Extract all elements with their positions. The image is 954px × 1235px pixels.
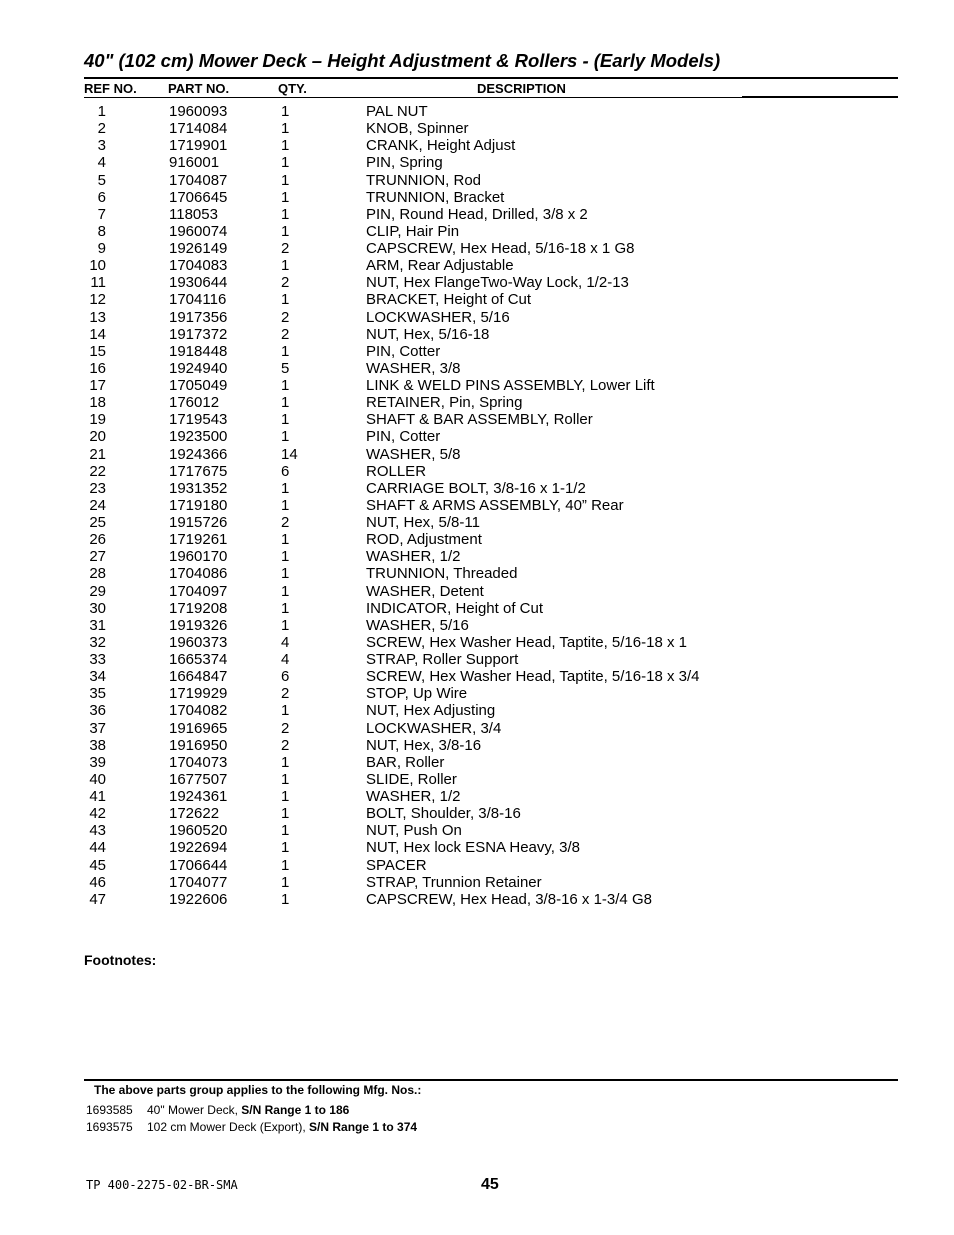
quantity: 1 xyxy=(281,154,290,172)
table-row xyxy=(84,514,898,531)
ref-number: 15 xyxy=(89,342,106,360)
col-header-part: PART NO. xyxy=(168,81,230,96)
table-row xyxy=(84,274,898,291)
part-number: 1926149 xyxy=(169,240,228,257)
part-number: 1931352 xyxy=(169,479,228,497)
ref-number: 47 xyxy=(89,890,106,908)
description: CLIP, Hair Pin xyxy=(366,222,460,240)
page-title: 40" (102 cm) Mower Deck – Height Adjustment & Rollers - (Early Models) xyxy=(84,50,721,71)
table-row xyxy=(84,291,898,308)
description: SCREW, Hex Washer Head, Taptite, 5/16-18 x 1 xyxy=(366,633,687,651)
ref-number: 41 xyxy=(89,788,106,805)
ref-number: 9 xyxy=(97,240,106,257)
part-number: 1960520 xyxy=(169,822,228,840)
part-number: 176012 xyxy=(169,394,220,412)
quantity: 1 xyxy=(281,565,290,583)
table-row xyxy=(84,839,898,856)
ref-number: 3 xyxy=(97,137,106,155)
col-header-ref: REF NO. xyxy=(84,81,137,96)
quantity: 1 xyxy=(281,257,290,275)
description: NUT, Hex lock ESNA Heavy, 3/8 xyxy=(366,839,580,857)
ref-number: 32 xyxy=(89,633,106,651)
part-number: 1706644 xyxy=(169,856,228,874)
quantity: 2 xyxy=(281,325,290,343)
footer-divider xyxy=(84,1079,898,1081)
description: WASHER, 1/2 xyxy=(366,548,461,566)
table-row xyxy=(84,480,898,497)
table-row xyxy=(84,720,898,737)
part-number: 1719929 xyxy=(169,685,228,703)
table-row xyxy=(84,497,898,514)
quantity: 4 xyxy=(281,651,290,668)
part-number: 172622 xyxy=(169,805,220,823)
table-row xyxy=(84,360,898,377)
quantity: 1 xyxy=(281,428,290,446)
description: SHAFT & ARMS ASSEMBLY, 40” Rear xyxy=(366,496,624,514)
quantity: 2 xyxy=(281,514,290,531)
quantity: 1 xyxy=(281,188,290,206)
part-number: 1704087 xyxy=(169,171,228,189)
ref-number: 29 xyxy=(89,582,106,600)
ref-number: 36 xyxy=(89,702,106,720)
part-number: 1960170 xyxy=(169,548,228,566)
title-divider xyxy=(84,77,898,79)
table-row xyxy=(84,154,898,171)
quantity: 1 xyxy=(281,531,290,549)
ref-number: 37 xyxy=(89,719,106,737)
ref-number: 44 xyxy=(89,839,106,857)
mfg-number: 1693585 xyxy=(86,1103,133,1117)
mfg-row xyxy=(86,1120,417,1134)
part-number: 1705049 xyxy=(169,377,228,394)
page-number: 45 xyxy=(481,1176,499,1193)
quantity: 1 xyxy=(281,548,290,566)
table-row xyxy=(84,428,898,445)
description: NUT, Hex Adjusting xyxy=(366,702,496,720)
description: NUT, Hex, 5/16-18 xyxy=(366,325,490,343)
table-row xyxy=(84,394,898,411)
ref-number: 20 xyxy=(89,428,106,446)
quantity: 1 xyxy=(281,788,290,805)
description: LINK & WELD PINS ASSEMBLY, Lower Lift xyxy=(366,377,655,394)
ref-number: 8 xyxy=(97,222,106,240)
description: PIN, Round Head, Drilled, 3/8 x 2 xyxy=(366,205,588,223)
description: SLIDE, Roller xyxy=(366,770,457,788)
quantity: 1 xyxy=(281,822,290,840)
table-row xyxy=(84,223,898,240)
part-number: 1704073 xyxy=(169,753,228,771)
ref-number: 43 xyxy=(89,822,106,840)
quantity: 14 xyxy=(281,445,298,463)
mfg-serial-range: S/N Range 1 to 186 xyxy=(241,1103,350,1117)
part-number: 1704082 xyxy=(169,702,228,720)
ref-number: 23 xyxy=(89,479,106,497)
description: LOCKWASHER, 3/4 xyxy=(366,719,502,737)
part-number: 1917372 xyxy=(169,325,228,343)
part-number: 916001 xyxy=(169,154,220,172)
quantity: 2 xyxy=(281,685,290,703)
ref-number: 33 xyxy=(89,651,106,668)
part-number: 1960074 xyxy=(169,222,228,240)
quantity: 1 xyxy=(281,103,290,120)
table-row xyxy=(84,805,898,822)
description: PIN, Cotter xyxy=(366,342,441,360)
ref-number: 12 xyxy=(89,291,106,309)
table-row xyxy=(84,309,898,326)
ref-number: 45 xyxy=(89,856,106,874)
description: RETAINER, Pin, Spring xyxy=(366,394,523,412)
quantity: 1 xyxy=(281,205,290,223)
description: CAPSCREW, Hex Head, 3/8-16 x 1-3/4 G8 xyxy=(366,890,652,908)
quantity: 1 xyxy=(281,856,290,874)
header-divider xyxy=(84,97,898,98)
table-row xyxy=(84,891,898,908)
part-number: 1922606 xyxy=(169,890,228,908)
ref-number: 39 xyxy=(89,753,106,771)
ref-number: 16 xyxy=(89,359,106,377)
quantity: 1 xyxy=(281,377,290,394)
mfg-number: 1693575 xyxy=(86,1120,133,1134)
ref-number: 6 xyxy=(97,188,106,206)
quantity: 1 xyxy=(281,394,290,412)
ref-number: 35 xyxy=(89,685,106,703)
quantity: 1 xyxy=(281,702,290,720)
part-number: 1919326 xyxy=(169,616,228,634)
ref-number: 13 xyxy=(89,308,106,326)
description: NUT, Hex FlangeTwo-Way Lock, 1/2-13 xyxy=(366,274,629,292)
part-number: 1960093 xyxy=(169,103,228,120)
part-number: 1719261 xyxy=(169,531,228,549)
quantity: 1 xyxy=(281,599,290,617)
table-row xyxy=(84,172,898,189)
part-number: 1918448 xyxy=(169,342,228,360)
footnotes-label: Footnotes: xyxy=(84,952,157,968)
ref-number: 30 xyxy=(89,599,106,617)
quantity: 1 xyxy=(281,873,290,891)
part-number: 1665374 xyxy=(169,651,228,668)
ref-number: 17 xyxy=(89,377,106,394)
quantity: 1 xyxy=(281,616,290,634)
description: SPACER xyxy=(366,856,427,874)
description: TRUNNION, Rod xyxy=(366,171,482,189)
description: INDICATOR, Height of Cut xyxy=(366,599,543,617)
description: ROLLER xyxy=(366,462,427,480)
table-row xyxy=(84,822,898,839)
mfg-row xyxy=(86,1103,349,1117)
ref-number: 14 xyxy=(89,325,106,343)
table-row xyxy=(84,583,898,600)
quantity: 2 xyxy=(281,719,290,737)
ref-number: 42 xyxy=(89,805,106,823)
description: WASHER, Detent xyxy=(366,582,484,600)
part-number: 1704086 xyxy=(169,565,228,583)
quantity: 1 xyxy=(281,411,290,429)
description: WASHER, 5/16 xyxy=(366,616,469,634)
part-number: 1719901 xyxy=(169,137,228,155)
quantity: 1 xyxy=(281,770,290,788)
part-number: 1704097 xyxy=(169,582,228,600)
table-row xyxy=(84,702,898,719)
part-number: 1719180 xyxy=(169,496,228,514)
part-number: 118053 xyxy=(169,205,218,223)
quantity: 1 xyxy=(281,171,290,189)
ref-number: 38 xyxy=(89,736,106,754)
mfg-serial-range: S/N Range 1 to 374 xyxy=(309,1120,418,1134)
part-number: 1704116 xyxy=(169,291,227,309)
quantity: 1 xyxy=(281,496,290,514)
table-row xyxy=(84,651,898,668)
table-row xyxy=(84,634,898,651)
applies-text: The above parts group applies to the following Mfg. Nos.: xyxy=(94,1083,422,1097)
ref-number: 26 xyxy=(89,531,106,549)
part-number: 1714084 xyxy=(169,120,228,138)
header-divider-accent xyxy=(742,96,898,97)
description: CAPSCREW, Hex Head, 5/16-18 x 1 G8 xyxy=(366,240,635,257)
quantity: 2 xyxy=(281,240,290,257)
ref-number: 21 xyxy=(89,445,106,463)
table-row xyxy=(84,548,898,565)
part-number: 1717675 xyxy=(169,462,228,480)
ref-number: 7 xyxy=(97,205,106,223)
ref-number: 28 xyxy=(89,565,106,583)
description: SHAFT & BAR ASSEMBLY, Roller xyxy=(366,411,593,429)
ref-number: 5 xyxy=(97,171,106,189)
quantity: 1 xyxy=(281,479,290,497)
description: STRAP, Trunnion Retainer xyxy=(366,873,542,891)
ref-number: 27 xyxy=(89,548,106,566)
ref-number: 4 xyxy=(97,154,106,172)
document-number: TP 400-2275-02-BR-SMA xyxy=(86,1178,238,1192)
table-row xyxy=(84,874,898,891)
table-row xyxy=(84,668,898,685)
description: WASHER, 1/2 xyxy=(366,788,461,805)
quantity: 4 xyxy=(281,633,290,651)
description: WASHER, 3/8 xyxy=(366,359,461,377)
quantity: 1 xyxy=(281,839,290,857)
part-number: 1719543 xyxy=(169,411,228,429)
table-row xyxy=(84,240,898,257)
part-number: 1916950 xyxy=(169,736,228,754)
ref-number: 2 xyxy=(97,120,106,138)
table-row xyxy=(84,600,898,617)
description: WASHER, 5/8 xyxy=(366,445,461,463)
description: KNOB, Spinner xyxy=(366,120,469,138)
description: PAL NUT xyxy=(366,103,428,120)
table-row xyxy=(84,326,898,343)
part-number: 1923500 xyxy=(169,428,228,446)
table-row xyxy=(84,857,898,874)
ref-number: 18 xyxy=(89,394,106,412)
part-number: 1916965 xyxy=(169,719,228,737)
quantity: 6 xyxy=(281,462,290,480)
table-row xyxy=(84,788,898,805)
description: BRACKET, Height of Cut xyxy=(366,291,532,309)
parts-table xyxy=(84,103,898,908)
quantity: 5 xyxy=(281,359,290,377)
part-number: 1924366 xyxy=(169,445,228,463)
part-number: 1930644 xyxy=(169,274,228,292)
description: STOP, Up Wire xyxy=(366,685,468,703)
quantity: 1 xyxy=(281,291,290,309)
description: LOCKWASHER, 5/16 xyxy=(366,308,510,326)
description: PIN, Cotter xyxy=(366,428,441,446)
ref-number: 31 xyxy=(89,616,106,634)
table-row xyxy=(84,531,898,548)
quantity: 2 xyxy=(281,274,290,292)
description: ROD, Adjustment xyxy=(366,531,482,549)
quantity: 1 xyxy=(281,222,290,240)
ref-number: 40 xyxy=(89,770,106,788)
ref-number: 11 xyxy=(90,274,106,292)
quantity: 6 xyxy=(281,668,290,686)
description: TRUNNION, Bracket xyxy=(366,188,505,206)
description: NUT, Hex, 3/8-16 xyxy=(366,736,482,754)
description: NUT, Push On xyxy=(366,822,462,840)
table-row xyxy=(84,103,898,120)
part-number: 1922694 xyxy=(169,839,228,857)
quantity: 2 xyxy=(281,736,290,754)
part-number: 1960373 xyxy=(169,633,228,651)
quantity: 1 xyxy=(281,890,290,908)
table-row xyxy=(84,463,898,480)
table-row xyxy=(84,617,898,634)
description: SCREW, Hex Washer Head, Taptite, 5/16-18 x 3/4 xyxy=(366,668,700,686)
part-number: 1915726 xyxy=(169,514,228,531)
table-row xyxy=(84,189,898,206)
part-number: 1664847 xyxy=(169,668,228,686)
part-number: 1704083 xyxy=(169,257,228,275)
col-header-qty: QTY. xyxy=(278,81,307,96)
description: TRUNNION, Threaded xyxy=(366,565,518,583)
part-number: 1677507 xyxy=(169,770,228,788)
description: BAR, Roller xyxy=(366,753,445,771)
mfg-description: 40" Mower Deck, xyxy=(147,1103,242,1117)
table-row xyxy=(84,120,898,137)
part-number: 1704077 xyxy=(169,873,228,891)
table-row xyxy=(84,754,898,771)
table-row xyxy=(84,737,898,754)
quantity: 1 xyxy=(281,582,290,600)
table-row xyxy=(84,206,898,223)
part-number: 1719208 xyxy=(169,599,228,617)
table-row xyxy=(84,411,898,428)
quantity: 1 xyxy=(281,120,290,138)
ref-number: 46 xyxy=(89,873,106,891)
table-row xyxy=(84,257,898,274)
ref-number: 1 xyxy=(97,103,106,120)
ref-number: 34 xyxy=(89,668,106,686)
table-row xyxy=(84,565,898,582)
quantity: 1 xyxy=(281,753,290,771)
ref-number: 22 xyxy=(89,462,106,480)
ref-number: 25 xyxy=(89,514,106,531)
quantity: 1 xyxy=(281,342,290,360)
table-row xyxy=(84,137,898,154)
part-number: 1924940 xyxy=(169,359,228,377)
ref-number: 24 xyxy=(89,496,106,514)
part-number: 1924361 xyxy=(169,788,228,805)
description: NUT, Hex, 5/8-11 xyxy=(366,514,480,531)
ref-number: 10 xyxy=(89,257,106,275)
table-row xyxy=(84,446,898,463)
table-row xyxy=(84,771,898,788)
table-row xyxy=(84,343,898,360)
description: BOLT, Shoulder, 3/8-16 xyxy=(366,805,521,823)
description: STRAP, Roller Support xyxy=(366,651,519,668)
col-header-description: DESCRIPTION xyxy=(477,81,566,96)
mfg-description: 102 cm Mower Deck (Export), xyxy=(147,1120,310,1134)
description: CARRIAGE BOLT, 3/8-16 x 1-1/2 xyxy=(366,479,586,497)
description: PIN, Spring xyxy=(366,154,443,172)
quantity: 1 xyxy=(281,805,290,823)
quantity: 2 xyxy=(281,308,290,326)
quantity: 1 xyxy=(281,137,290,155)
table-row xyxy=(84,685,898,702)
description: ARM, Rear Adjustable xyxy=(366,257,514,275)
part-number: 1706645 xyxy=(169,188,228,206)
table-row xyxy=(84,377,898,394)
part-number: 1917356 xyxy=(169,308,228,326)
description: CRANK, Height Adjust xyxy=(366,137,516,155)
ref-number: 19 xyxy=(89,411,106,429)
